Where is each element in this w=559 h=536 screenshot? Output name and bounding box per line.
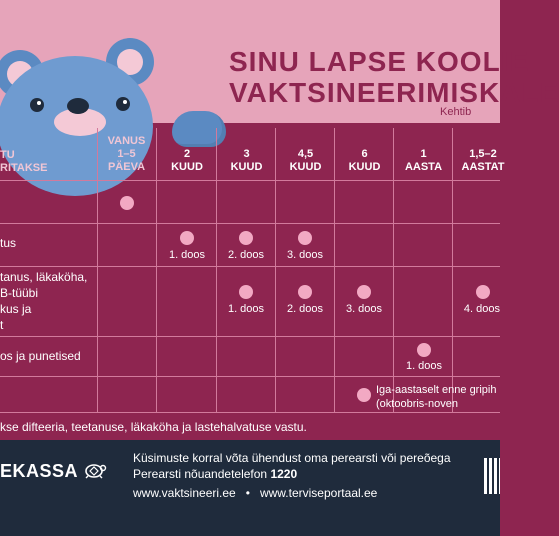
phone-label: Perearsti nõuandetelefon xyxy=(133,467,268,481)
grid-line xyxy=(216,128,217,412)
column-header-1-line-2: 1–5 xyxy=(117,148,136,160)
column-header-4-line-2: 4,5 xyxy=(297,148,314,160)
column-header-1-line-3: PÄEVA xyxy=(107,161,146,173)
link-terviseportaal[interactable]: www.terviseportaal.ee xyxy=(259,486,378,500)
grid-line xyxy=(0,180,500,181)
dose-label: 4. doos xyxy=(463,303,500,315)
header-left-line-2: RITAKSE xyxy=(0,162,48,174)
column-header-5-line-2: 6 xyxy=(361,148,368,160)
bear-illustration xyxy=(0,38,170,128)
dose-dot xyxy=(357,285,371,299)
column-header-4 xyxy=(276,148,335,174)
brand-logo xyxy=(0,461,107,482)
column-header-3 xyxy=(217,148,276,174)
contact-text: Küsimuste korral võta ühendust oma perearsti või pereõega xyxy=(133,451,451,465)
grid-line xyxy=(334,128,335,412)
link-vaktsineeri[interactable]: www.vaktsineeri.ee xyxy=(133,486,236,500)
grid-line xyxy=(0,412,500,413)
poster-header xyxy=(0,0,559,123)
phone-number: 1220 xyxy=(270,467,298,481)
dose-label: 1. doos xyxy=(168,249,206,261)
column-header-6-line-2: 1 xyxy=(420,148,427,160)
dose-dot xyxy=(298,231,312,245)
flu-note-line-1: Iga-aastaselt enne gripih xyxy=(376,384,497,396)
row-label-4: os ja punetised xyxy=(0,349,81,363)
column-header-3-line-2: 3 xyxy=(243,148,250,160)
column-header-4-line-3: KUUD xyxy=(289,161,322,173)
grid-line xyxy=(156,128,157,412)
dose-dot xyxy=(239,285,253,299)
poster-title xyxy=(229,46,559,108)
title-line-2: VAKTSINEERIMISKALE xyxy=(229,77,559,108)
qr-code-icon xyxy=(484,458,500,494)
column-header-2 xyxy=(157,148,217,174)
bullet-separator: • xyxy=(245,486,250,500)
turtle-icon xyxy=(83,461,107,479)
footer-links xyxy=(133,486,377,500)
dose-label: 3. doos xyxy=(345,303,383,315)
bear-paw xyxy=(172,111,226,147)
title-line-1: SINU LAPSE KOOLIE xyxy=(229,46,530,77)
dose-dot xyxy=(180,231,194,245)
column-header-7 xyxy=(453,148,513,174)
row-label-3-line-1: tanus, läkaköha, xyxy=(0,270,88,284)
column-header-1-line-1: VANUS xyxy=(107,135,146,147)
row-label-3-line-3: kus ja xyxy=(0,302,32,316)
row-label-3 xyxy=(0,269,87,333)
column-header-6-line-3: AASTA xyxy=(404,161,443,173)
row-label-3-line-4: t xyxy=(0,318,4,332)
header-left-line-1: TU xyxy=(0,149,15,161)
grid-line xyxy=(0,336,500,337)
column-header-2-line-2: 2 xyxy=(183,148,191,160)
row-label-3-line-2: B-tüübi xyxy=(0,286,39,300)
column-header-7-line-3: AASTAT xyxy=(461,161,505,173)
brand-name: EKASSA xyxy=(0,461,78,481)
grid-line xyxy=(0,266,500,267)
phone-line xyxy=(133,467,297,481)
dose-label: 2. doos xyxy=(286,303,324,315)
poster-subtitle: Kehtib xyxy=(440,106,472,118)
dose-dot xyxy=(239,231,253,245)
grid-line xyxy=(0,223,500,224)
column-header-5-line-3: KUUD xyxy=(348,161,381,173)
dose-dot xyxy=(357,388,371,402)
column-header-5 xyxy=(335,148,394,174)
dose-label: 1. doos xyxy=(227,303,265,315)
grid-line xyxy=(275,128,276,412)
dose-dot xyxy=(120,196,134,210)
dose-label: 1. doos xyxy=(405,360,443,372)
dose-dot xyxy=(417,343,431,357)
column-header-7-line-2: 1,5–2 xyxy=(469,148,497,160)
grid-line xyxy=(97,128,98,412)
column-header-2-line-3: KUUD xyxy=(171,161,203,173)
column-header-1 xyxy=(97,135,156,174)
row-label-2: tus xyxy=(0,236,17,250)
dose-dot xyxy=(476,285,490,299)
grid-line xyxy=(0,376,500,377)
dose-dot xyxy=(298,285,312,299)
dose-label: 2. doos xyxy=(227,249,265,261)
column-header-3-line-3: KUUD xyxy=(230,161,263,173)
column-header-6 xyxy=(394,148,453,174)
header-vaccine-label xyxy=(0,149,80,175)
flu-note-line-2: (oktoobris-noven xyxy=(376,398,458,410)
dose-label: 3. doos xyxy=(286,249,324,261)
footnote: kse difteeria, teetanuse, läkaköha ja lastehalvatuse vastu. xyxy=(0,420,307,434)
flu-note xyxy=(376,383,496,411)
